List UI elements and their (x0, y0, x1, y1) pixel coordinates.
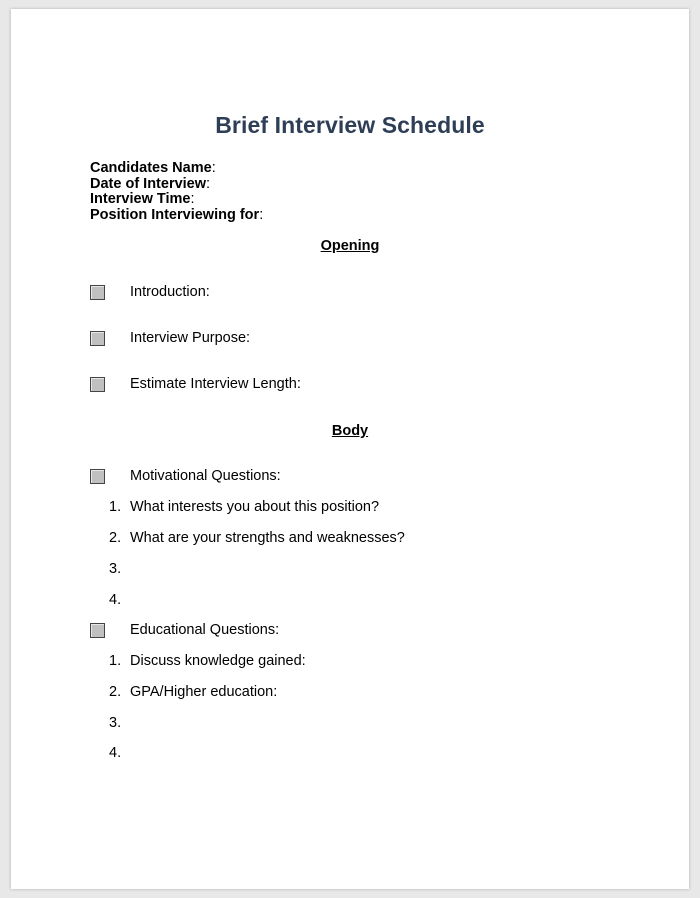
list-number: 4. (109, 745, 122, 761)
field-colon: : (259, 206, 264, 223)
question-text: What interests you about this position? (130, 499, 380, 515)
list-number: 1. (109, 653, 122, 669)
check-label: Educational Questions: (130, 622, 280, 638)
question-text: What are your strengths and weaknesses? (130, 530, 405, 546)
list-number: 1. (109, 499, 122, 515)
list-item (109, 499, 379, 515)
check-label: Estimate Interview Length: (130, 376, 301, 392)
opening-heading: Opening (320, 238, 380, 254)
field-colon: : (211, 160, 216, 176)
list-number: 2. (109, 684, 122, 700)
list-item (109, 684, 277, 700)
field-interview-time (90, 192, 263, 208)
field-date-of-interview (90, 177, 263, 193)
checkbox[interactable] (90, 331, 105, 346)
checkbox[interactable] (90, 623, 105, 638)
field-candidate-name (90, 161, 263, 177)
check-label: Introduction: (130, 284, 210, 300)
body-heading: Body (331, 423, 369, 439)
field-position (90, 208, 263, 224)
document-title: Brief Interview Schedule (215, 112, 485, 138)
list-number: 4. (109, 592, 122, 608)
check-label: Interview Purpose: (130, 330, 251, 346)
list-number: 3. (109, 561, 122, 577)
list-number: 3. (109, 715, 122, 731)
field-colon: : (206, 175, 211, 192)
list-item (109, 561, 130, 577)
checkbox[interactable] (90, 377, 105, 392)
list-item (109, 715, 130, 731)
list-number: 2. (109, 530, 122, 546)
list-item (109, 653, 306, 669)
check-label: Motivational Questions: (130, 468, 281, 484)
candidate-fields (90, 161, 263, 223)
field-label: Interview Time (90, 191, 191, 207)
field-colon: : (190, 191, 195, 207)
field-label: Date of Interview (90, 175, 207, 192)
checkbox[interactable] (90, 469, 105, 484)
list-item (109, 530, 405, 546)
question-text: Discuss knowledge gained: (130, 653, 306, 669)
list-item (109, 592, 130, 608)
checkbox[interactable] (90, 285, 105, 300)
list-item (109, 745, 130, 761)
question-text: GPA/Higher education: (130, 684, 278, 700)
field-label: Candidates Name (90, 160, 212, 176)
document-page (11, 9, 689, 889)
field-label: Position Interviewing for (90, 206, 260, 223)
